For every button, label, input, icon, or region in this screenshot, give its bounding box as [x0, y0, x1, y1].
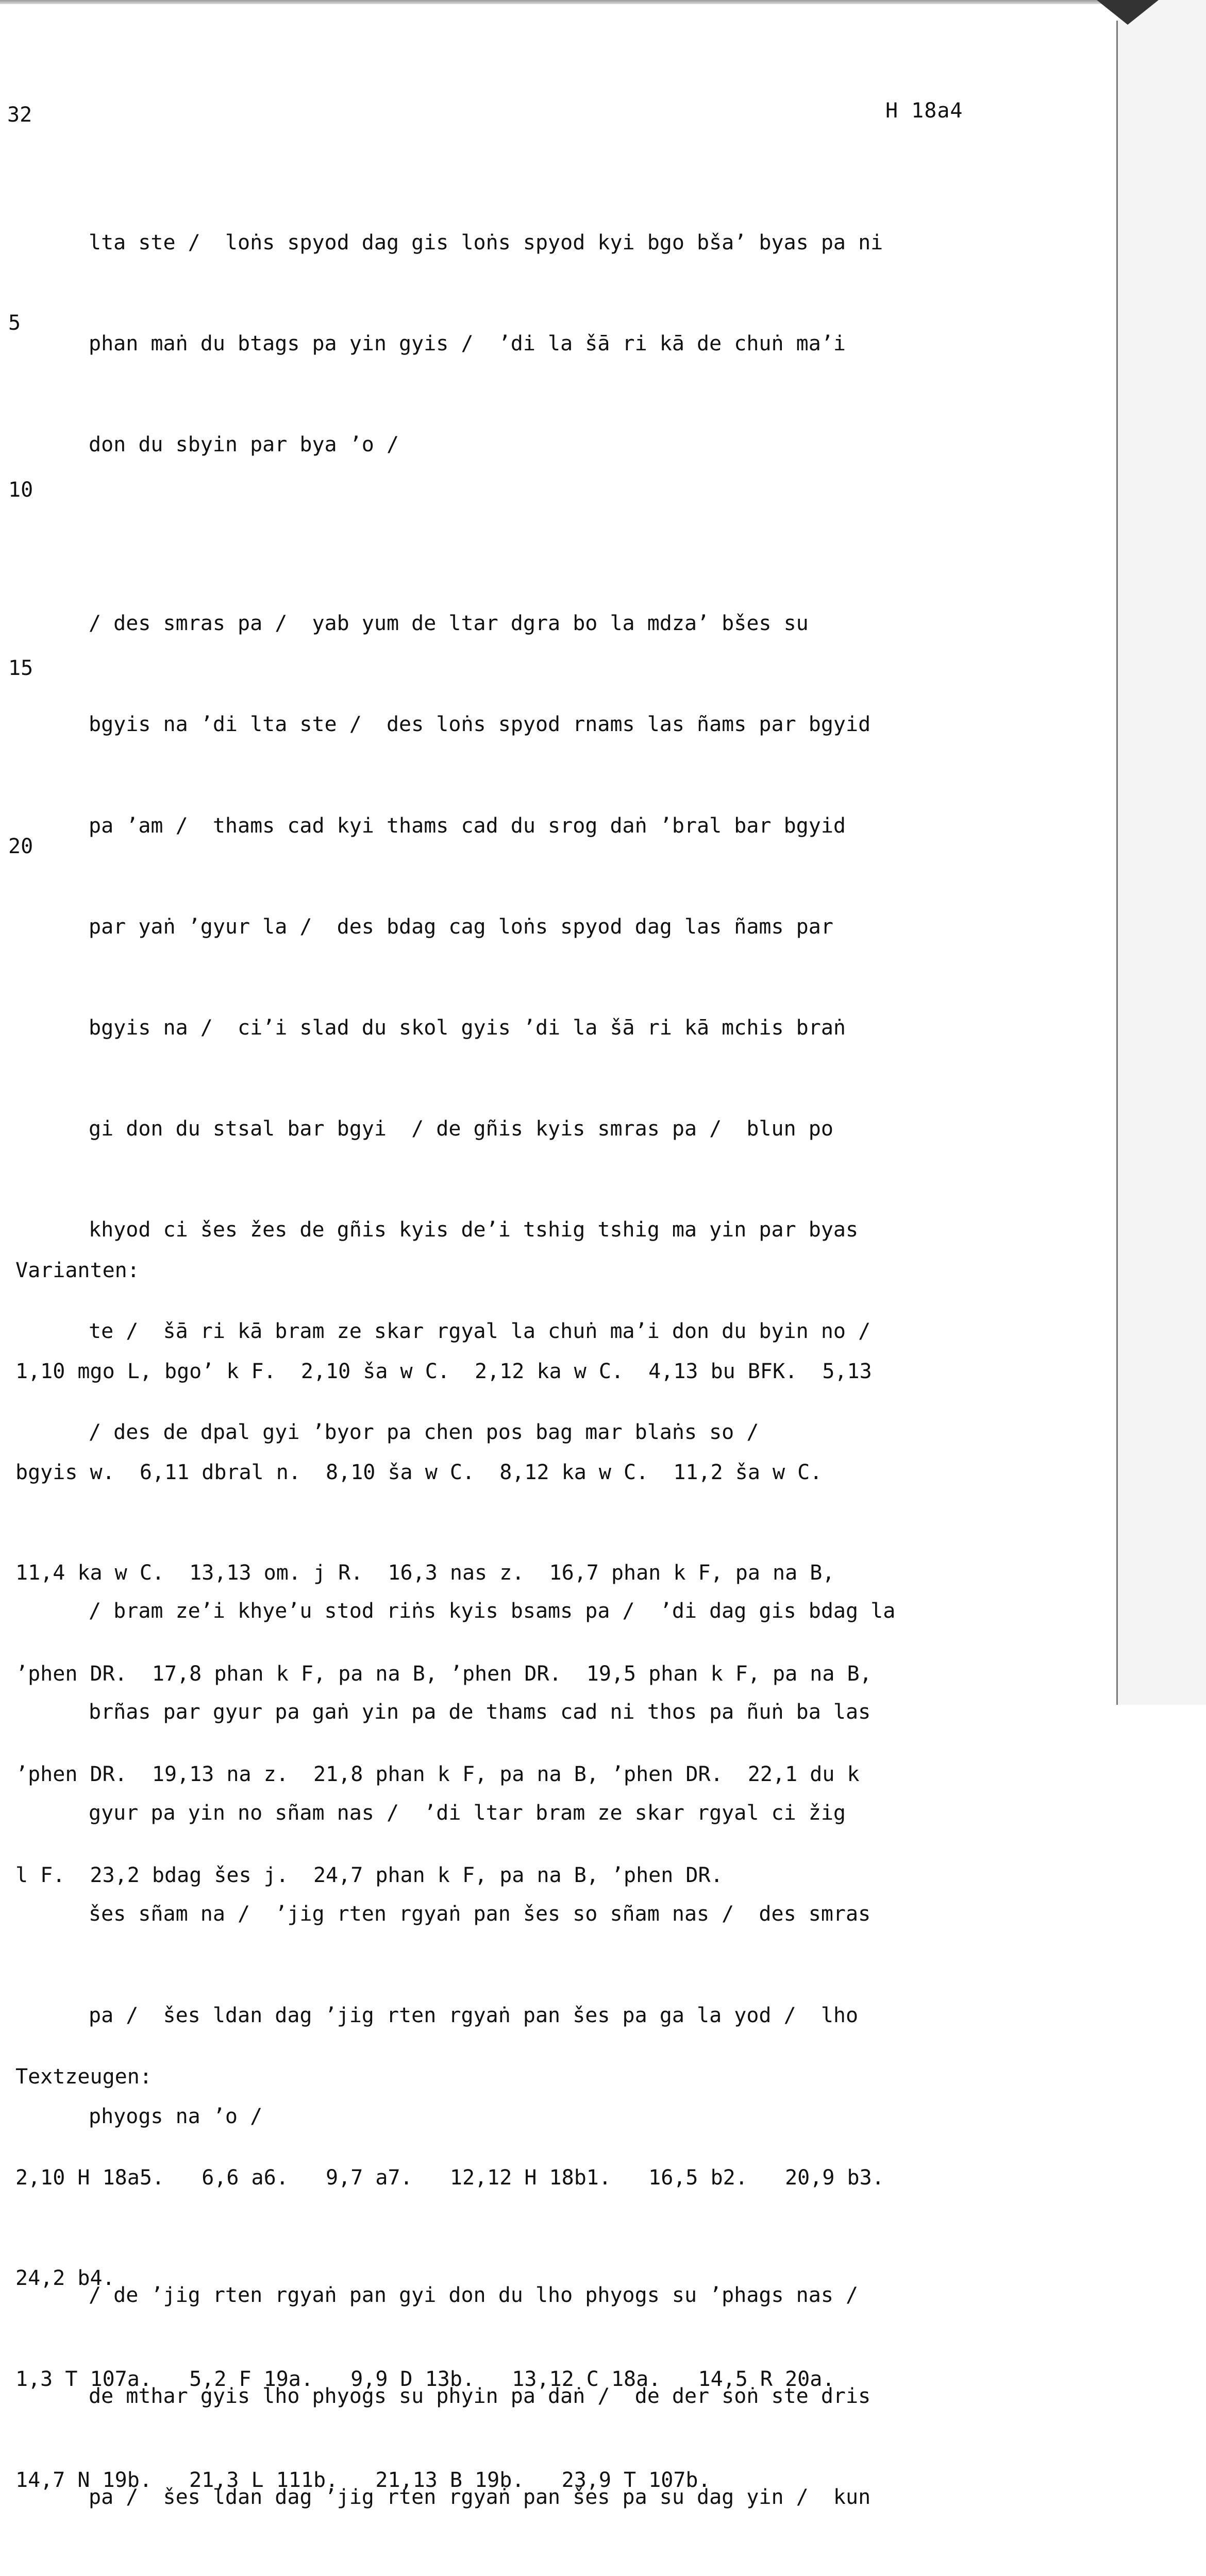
variant-line: 1,10 mgo L, bgo’ k F. 2,10 ša w C. 2,12 ka w C. 4,13 bu BFK. 5,13: [15, 1360, 872, 1384]
text-line: pa / šes ldan dag ’jig rten rgyaṅ pan šes pa su dag yin / kun: [89, 2485, 871, 2510]
variant-line: ’phen DR. 19,13 na z. 21,8 phan k F, pa na B, ’phen DR. 22,1 du k: [15, 1762, 860, 1787]
text-line: pa ’am / thams cad kyi thams cad du srog daṅ ’bral bar bgyid: [89, 814, 846, 838]
text-line: phyogs na ’o /: [89, 2104, 263, 2128]
line-number-5: 5: [8, 311, 21, 335]
text-line: te / šā ri kā bram ze skar rgyal la chuṅ ma’i don du byin no /: [89, 1319, 871, 1343]
text-line: / des de dpal gyi ’byor pa chen pos bag mar blaṅs so /: [89, 1420, 759, 1444]
text-line: šes sñam na / ’jig rten rgyaṅ pan šes so sñam nas / des smras: [89, 1902, 871, 1926]
witness-line: 1,3 T 107a. 5,2 F 19a. 9,9 D 13b. 13,12 C 18a. 14,5 R 20a.: [15, 2367, 835, 2391]
text-line: gyur pa yin no sñam nas / ’di ltar bram ze skar rgyal ci žig: [89, 1801, 846, 1825]
page-edge-shadow: [1118, 0, 1206, 1705]
text-line: pa / šes ldan dag ’jig rten rgyaṅ pan šes pa ga la yod / lho: [89, 2003, 859, 2027]
page-number: 32: [7, 103, 32, 127]
variant-line: ’phen DR. 17,8 phan k F, pa na B, ’phen DR. 19,5 phan k F, pa na B,: [15, 1662, 872, 1686]
text-line: khyod ci šes žes de gñis kyis de’i tshig tshig ma yin par byas: [89, 1218, 859, 1242]
text-line: par yaṅ ’gyur la / des bdag cag loṅs spyod dag las ñams par: [89, 914, 833, 939]
scan-corner-mark: [1097, 0, 1159, 25]
folio-reference: H 18a4: [885, 99, 963, 123]
witness-line: 24,2 b4.: [15, 2266, 115, 2291]
varianten-heading: Varianten:: [15, 1259, 140, 1283]
text-line: brñas par gyur pa gaṅ yin pa de thams cad ni thos pa ñuṅ ba las: [89, 1700, 871, 1724]
witness-line: 14,7 N 19b. 21,3 L 111b. 21,13 B 19b. 23,9 T 107b.: [15, 2468, 711, 2492]
witness-line: 2,10 H 18a5. 6,6 a6. 9,7 a7. 12,12 H 18b1. 16,5 b2. 20,9 b3.: [15, 2165, 884, 2190]
line-number-10: 10: [8, 478, 34, 502]
variant-line: bgyis w. 6,11 dbral n. 8,10 ša w C. 8,12 ka w C. 11,2 ša w C.: [15, 1460, 823, 1484]
text-line: bgyis na ’di lta ste / des loṅs spyod rnams las ñams par bgyid: [89, 713, 871, 737]
line-number-15: 15: [8, 656, 34, 680]
text-line: phan maṅ du btags pa yin gyis / ’di la šā ri kā de chuṅ ma’i: [89, 332, 846, 356]
text-line: de mthar gyis lho phyogs su phyin pa daṅ / de der soṅ ste dris: [89, 2384, 871, 2409]
scan-top-edge: [0, 0, 1108, 4]
text-line: / bram ze’i khye’u stod riṅs kyis bsams pa / ’di dag gis bdag la: [89, 1599, 896, 1623]
text-line: don du sbyin par bya ’o /: [89, 433, 399, 457]
variant-line: l F. 23,2 bdag šes j. 24,7 phan k F, pa na B, ’phen DR.: [15, 1863, 723, 1888]
text-line: lta ste / loṅs spyod dag gis loṅs spyod kyi bgo bša’ byas pa ni: [89, 230, 883, 255]
text-line: / des smras pa / yab yum de ltar dgra bo la mdza’ bšes su: [89, 612, 809, 636]
critical-apparatus: [15, 1187, 1103, 2531]
variant-line: 11,4 ka w C. 13,13 om. j R. 16,3 nas z. 16,7 phan k F, pa na B,: [15, 1561, 835, 1585]
text-line: / de ’jig rten rgyaṅ pan gyi don du lho phyogs su ’phags nas /: [89, 2283, 859, 2307]
line-number-20: 20: [8, 835, 34, 858]
text-line: bgyis na / ci’i slad du skol gyis ’di la šā ri kā mchis braṅ: [89, 1016, 846, 1040]
page-right-edge: [1116, 21, 1118, 1705]
textzeugen-heading: Textzeugen:: [15, 2065, 152, 2089]
text-line: gi don du stsal bar bgyi / de gñis kyis smras pa / blun po: [89, 1117, 833, 1141]
